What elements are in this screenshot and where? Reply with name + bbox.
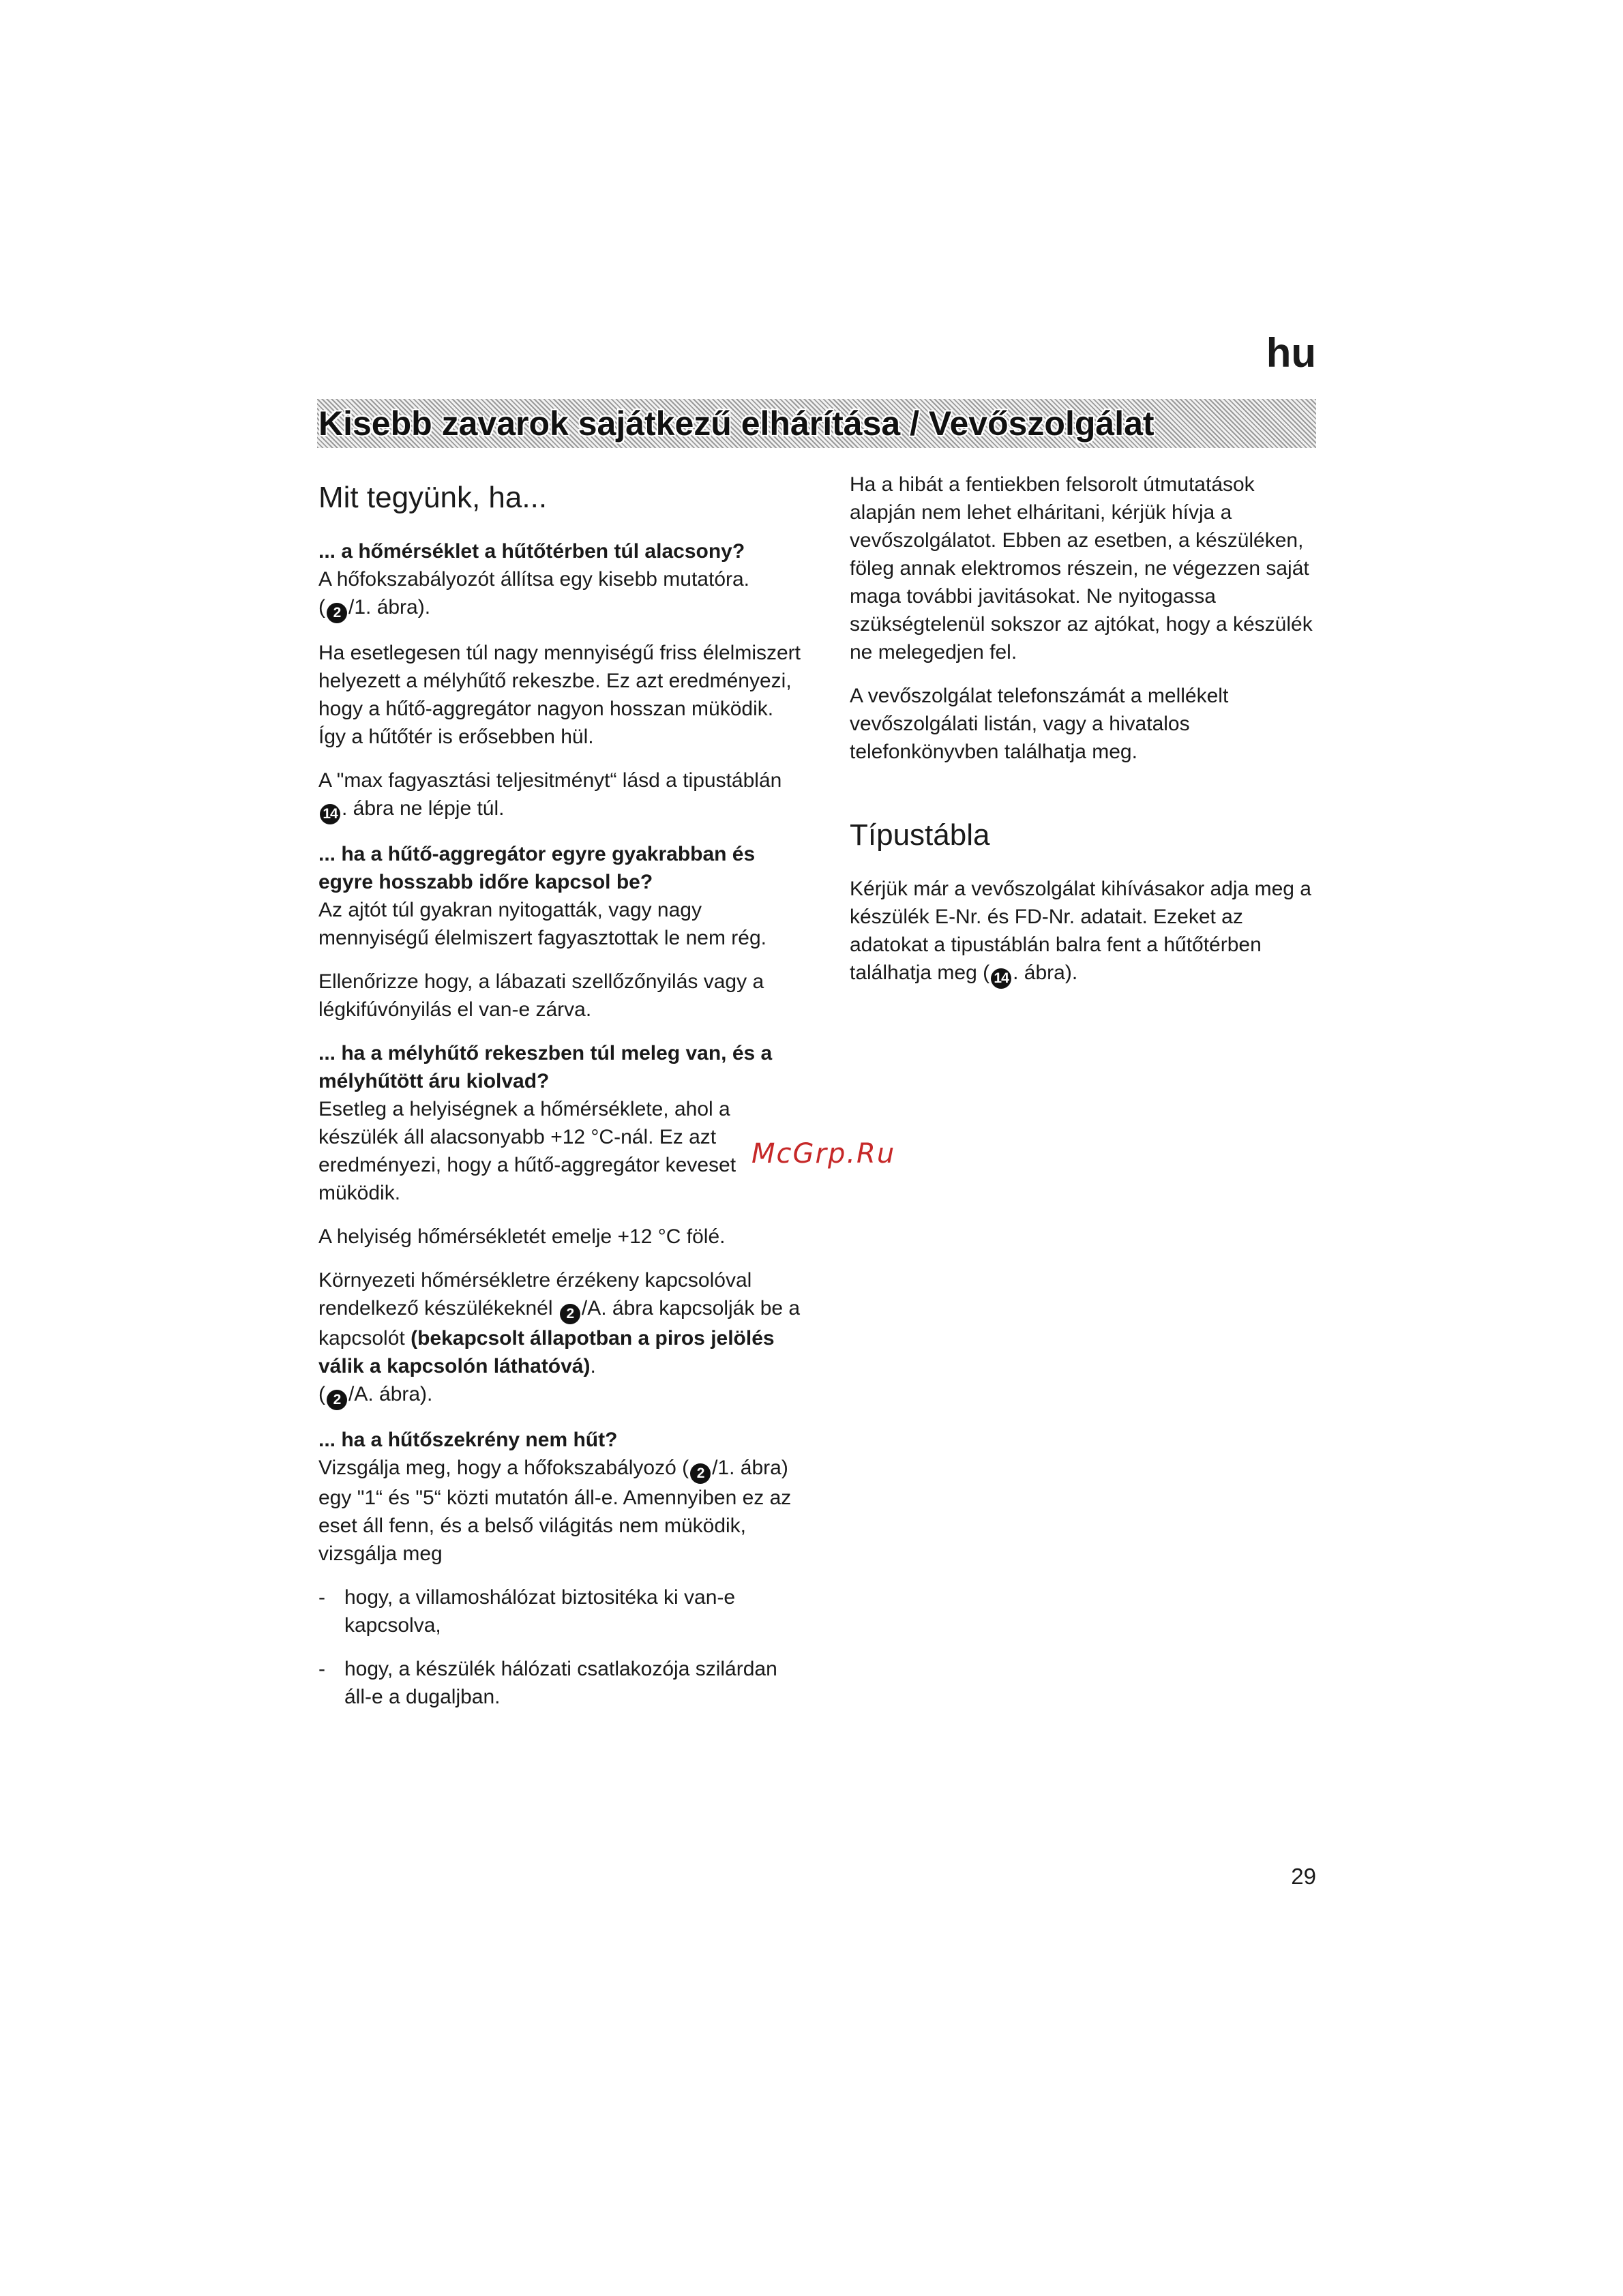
section-title: Kisebb zavarok sajátkezű elhárítása / Vevőszolgálat xyxy=(318,404,1155,443)
paragraph: A vevőszolgálat telefonszámát a mellékelt vevőszolgálati listán, vagy a hivatalos telefonkönyvben találhatja meg. xyxy=(850,685,1229,763)
list-item: - hogy, a villamoshálózat biztositéka ki van-e kapcsolva, xyxy=(318,1583,803,1639)
paragraph: Az ajtót túl gyakran nyitogatták, vagy nagy mennyiségű élelmiszert fagyasztottak le nem rég. xyxy=(318,899,766,949)
list-item: - hogy, a készülék hálózati csatlakozója szilárdan áll-e a dugaljban. xyxy=(318,1655,803,1711)
paragraph: ( 2 /A. ábra). xyxy=(318,1380,803,1410)
page-number: 29 xyxy=(1291,1864,1316,1889)
figure-2-ref-icon: 2 xyxy=(327,1390,347,1410)
paragraph: Vizsgálja meg, hogy a hőfokszabályozó ( 2 /1. ábra) egy "1“ és "5“ közti mutatón áll-e. Amennyiben ez az eset áll fenn, és a belső világitás nem müködik, vizsgálja meg xyxy=(318,1457,792,1565)
paragraph: A helyiség hőmérsékletét emelje +12 °C fölé. xyxy=(318,1225,726,1248)
figure-2-ref-icon: 2 xyxy=(690,1463,711,1484)
paragraph: Környezeti hőmérsékletre érzékeny kapcsolóval rendelkező készülékeknél 2 /A. ábra kapcsolják be a kapcsolót (bekapcsolt állapotban a piros jelölés válik a kapcsolón láthatóvá). xyxy=(318,1269,801,1377)
question-too-cold: ... a hőmérséklet a hűtőtérben túl alacsony? xyxy=(318,540,745,563)
paragraph: A "max fagyasztási teljesitményt“ lásd a tipustáblán 14 . ábra ne lépje túl. xyxy=(318,766,803,824)
question-freezer-warm: ... ha a mélyhűtő rekeszben túl meleg van, és a mélyhűtött áru kiolvad? xyxy=(318,1042,773,1092)
paragraph: Ellenőrizze hogy, a lábazati szellőzőnyilás vagy a légkifúvónyilás el van-e zárva. xyxy=(318,970,764,1021)
figure-14-ref-icon: 14 xyxy=(320,804,340,824)
figure-14-ref-icon: 14 xyxy=(991,968,1011,989)
paragraph: Kérjük már a vevőszolgálat kihívásakor adja meg a készülék E-Nr. és FD-Nr. adatait. Ezeket az adatokat a tipustáblán balra fent a hűtőtérben találhatja meg ( 14 . ábra). xyxy=(850,875,1320,989)
question-aggregator: ... ha a hűtő-aggregátor egyre gyakrabban és egyre hosszabb időre kapcsol be? xyxy=(318,843,756,893)
right-column xyxy=(850,471,1320,1004)
paragraph: A hőfokszabályozót állítsa egy kisebb mutatóra. ( 2 /1. ábra). xyxy=(318,565,803,623)
heading-what-to-do: Mit tegyünk, ha... xyxy=(318,481,548,514)
left-column xyxy=(318,471,803,1727)
check-list xyxy=(318,1583,803,1711)
section-title-banner xyxy=(317,399,1316,448)
paragraph: Esetleg a helyiségnek a hőmérséklete, ahol a készülék áll alacsonyabb +12 °C-nál. Ez azt eredményezi, hogy a hűtő-aggregátor keveset müködik. xyxy=(318,1098,736,1204)
watermark: McGrp.Ru xyxy=(751,1138,896,1169)
paragraph: Ha a hibát a fentiekben felsorolt útmutatások alapján nem lehet elháritani, kérjük hívja a vevőszolgálatot. Ebben az esetben, a készüléken, föleg annak elektromos részein, ne végezzen saját maga további javitásokat. Ne nyitogassa szükségtelenül sokszor az ajtókat, hogy a készülék ne melegedjen fel. xyxy=(850,473,1313,664)
language-code: hu xyxy=(1266,330,1316,376)
paragraph: Ha esetlegesen túl nagy mennyiségű friss élelmiszert helyezett a mélyhűtő rekeszbe. Ez azt eredményezi, hogy a hűtő-aggregátor nagyon hosszan müködik. Így a hűtőtér is erősebben hül. xyxy=(318,642,801,748)
question-not-cooling: ... ha a hűtőszekrény nem hűt? xyxy=(318,1429,618,1451)
heading-type-plate: Típustábla xyxy=(850,818,990,852)
figure-2-ref-icon: 2 xyxy=(327,603,347,623)
figure-2-ref-icon: 2 xyxy=(560,1304,580,1324)
